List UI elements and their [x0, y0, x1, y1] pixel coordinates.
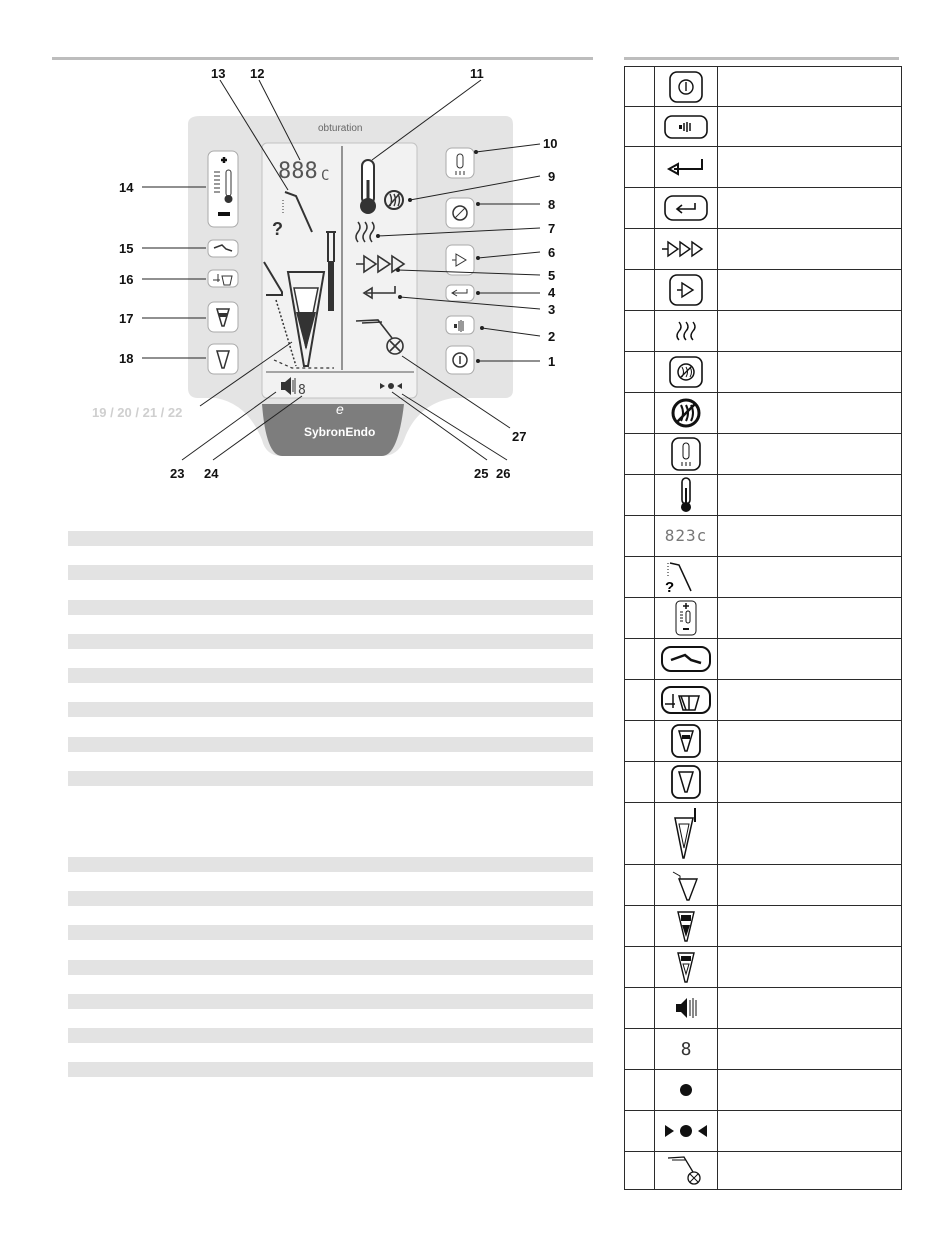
callout-27: 27 — [512, 429, 527, 444]
table-row — [625, 639, 902, 680]
callout-7: 7 — [548, 221, 556, 236]
table-row — [625, 311, 902, 352]
callout-15: 15 — [119, 241, 134, 256]
table-band — [68, 565, 593, 580]
table-row — [625, 1070, 902, 1111]
plugger-button[interactable] — [208, 240, 238, 257]
table-row — [625, 1111, 902, 1152]
question-curve-icon — [663, 559, 709, 595]
small-digit: 8 — [298, 383, 306, 398]
speaker-icon — [673, 995, 699, 1021]
power-button[interactable] — [446, 346, 474, 374]
table-row — [625, 393, 902, 434]
return-arrow-icon — [664, 155, 708, 179]
callout-5: 5 — [548, 268, 556, 283]
callout-9: 9 — [548, 169, 556, 184]
callout-2: 2 — [548, 329, 556, 344]
return-button[interactable] — [446, 285, 474, 301]
table-band — [68, 925, 593, 940]
cone-button-icon — [671, 765, 701, 799]
small-cone-button[interactable] — [208, 302, 238, 332]
table-band — [68, 891, 593, 906]
temperature-scale-button[interactable] — [208, 151, 238, 227]
table-row — [625, 598, 902, 639]
handpiece-icon — [666, 1154, 706, 1188]
arrow-button-icon — [669, 274, 703, 306]
callout-1: 1 — [548, 354, 556, 369]
thermometer-button-icon — [671, 437, 701, 471]
canal-button[interactable] — [208, 270, 238, 287]
cone-level-icon — [671, 868, 701, 902]
device-diagram — [0, 0, 600, 500]
mode-label: obturation — [318, 123, 363, 134]
table-row — [625, 270, 902, 311]
digit-icon: 8 — [680, 1038, 692, 1060]
volume-button-icon — [664, 115, 708, 139]
table-row — [625, 434, 902, 475]
callout-17: 17 — [119, 311, 134, 326]
callout-12: 12 — [250, 66, 265, 81]
table-row — [625, 352, 902, 393]
table-band — [68, 1028, 593, 1043]
table-row — [625, 865, 902, 906]
triple-arrow-icon — [660, 239, 712, 259]
cone-filled-icon — [676, 909, 696, 943]
table-band — [68, 702, 593, 717]
callout-14: 14 — [119, 180, 134, 195]
heat-off-icon — [670, 397, 702, 429]
right-section-rule — [624, 57, 899, 60]
callout-3: 3 — [548, 302, 556, 317]
brand-name: SybronEndo — [304, 425, 376, 439]
table-row — [625, 1152, 902, 1190]
power-button-icon — [669, 71, 703, 103]
temperature-digits: 888 — [278, 159, 318, 184]
thermometer-button[interactable] — [446, 148, 474, 178]
callout-25: 25 — [474, 466, 489, 481]
cone-partial-icon — [676, 950, 696, 984]
arrow-button[interactable] — [446, 245, 474, 275]
temperature-display-icon: 823c — [664, 526, 708, 545]
callout-11: 11 — [470, 66, 484, 81]
table-row — [625, 906, 902, 947]
table-band — [68, 737, 593, 752]
heat-waves-icon — [674, 320, 698, 342]
callout-26: 26 — [496, 466, 511, 481]
table-band — [68, 1062, 593, 1077]
callout-18: 18 — [119, 351, 134, 366]
table-band — [68, 960, 593, 975]
temperature-scale-icon — [675, 600, 697, 636]
table-band — [68, 634, 593, 649]
table-row — [625, 475, 902, 516]
heat-off-button[interactable] — [446, 198, 474, 228]
svg-text:?: ? — [665, 579, 675, 595]
svg-text:?: ? — [272, 219, 283, 239]
table-row — [625, 721, 902, 762]
table-band — [68, 668, 593, 683]
table-band — [68, 994, 593, 1009]
dot-arrows-icon — [663, 1123, 709, 1139]
callout-16: 16 — [119, 272, 134, 287]
dot-icon — [678, 1082, 694, 1098]
table-row — [625, 680, 902, 721]
callout-24: 24 — [204, 466, 219, 481]
table-row — [625, 516, 902, 557]
callout-23: 23 — [170, 466, 185, 481]
table-row — [625, 557, 902, 598]
plugger-button-icon — [661, 646, 711, 672]
table-row — [625, 107, 902, 147]
callout-19-22: 19 / 20 / 21 / 22 — [92, 405, 183, 420]
table-band — [68, 600, 593, 615]
table-row — [625, 229, 902, 270]
callout-10: 10 — [543, 136, 558, 151]
callout-6: 6 — [548, 245, 556, 260]
brand-logo-icon: e — [336, 401, 344, 417]
return-button-icon — [664, 195, 708, 221]
callout-13: 13 — [211, 66, 226, 81]
table-row — [625, 947, 902, 988]
table-band — [68, 857, 593, 872]
table-row — [625, 803, 902, 865]
icon-legend-table — [624, 66, 902, 1190]
temperature-unit: C — [321, 168, 330, 184]
thermometer-icon — [677, 476, 695, 514]
small-cone-button-icon — [671, 724, 701, 758]
canal-button-icon — [661, 686, 711, 714]
table-row — [625, 1029, 902, 1070]
table-row — [625, 988, 902, 1029]
callout-8: 8 — [548, 197, 556, 212]
cone-plugger-icon — [671, 806, 701, 862]
cone-button[interactable] — [208, 344, 238, 374]
thermometer-icon — [360, 160, 376, 214]
table-band — [68, 531, 593, 546]
volume-button[interactable] — [446, 316, 474, 334]
table-row — [625, 762, 902, 803]
heat-off-button-icon — [669, 356, 703, 388]
callout-4: 4 — [548, 285, 556, 300]
table-row — [625, 147, 902, 188]
table-band — [68, 771, 593, 786]
table-row — [625, 67, 902, 107]
table-row — [625, 188, 902, 229]
